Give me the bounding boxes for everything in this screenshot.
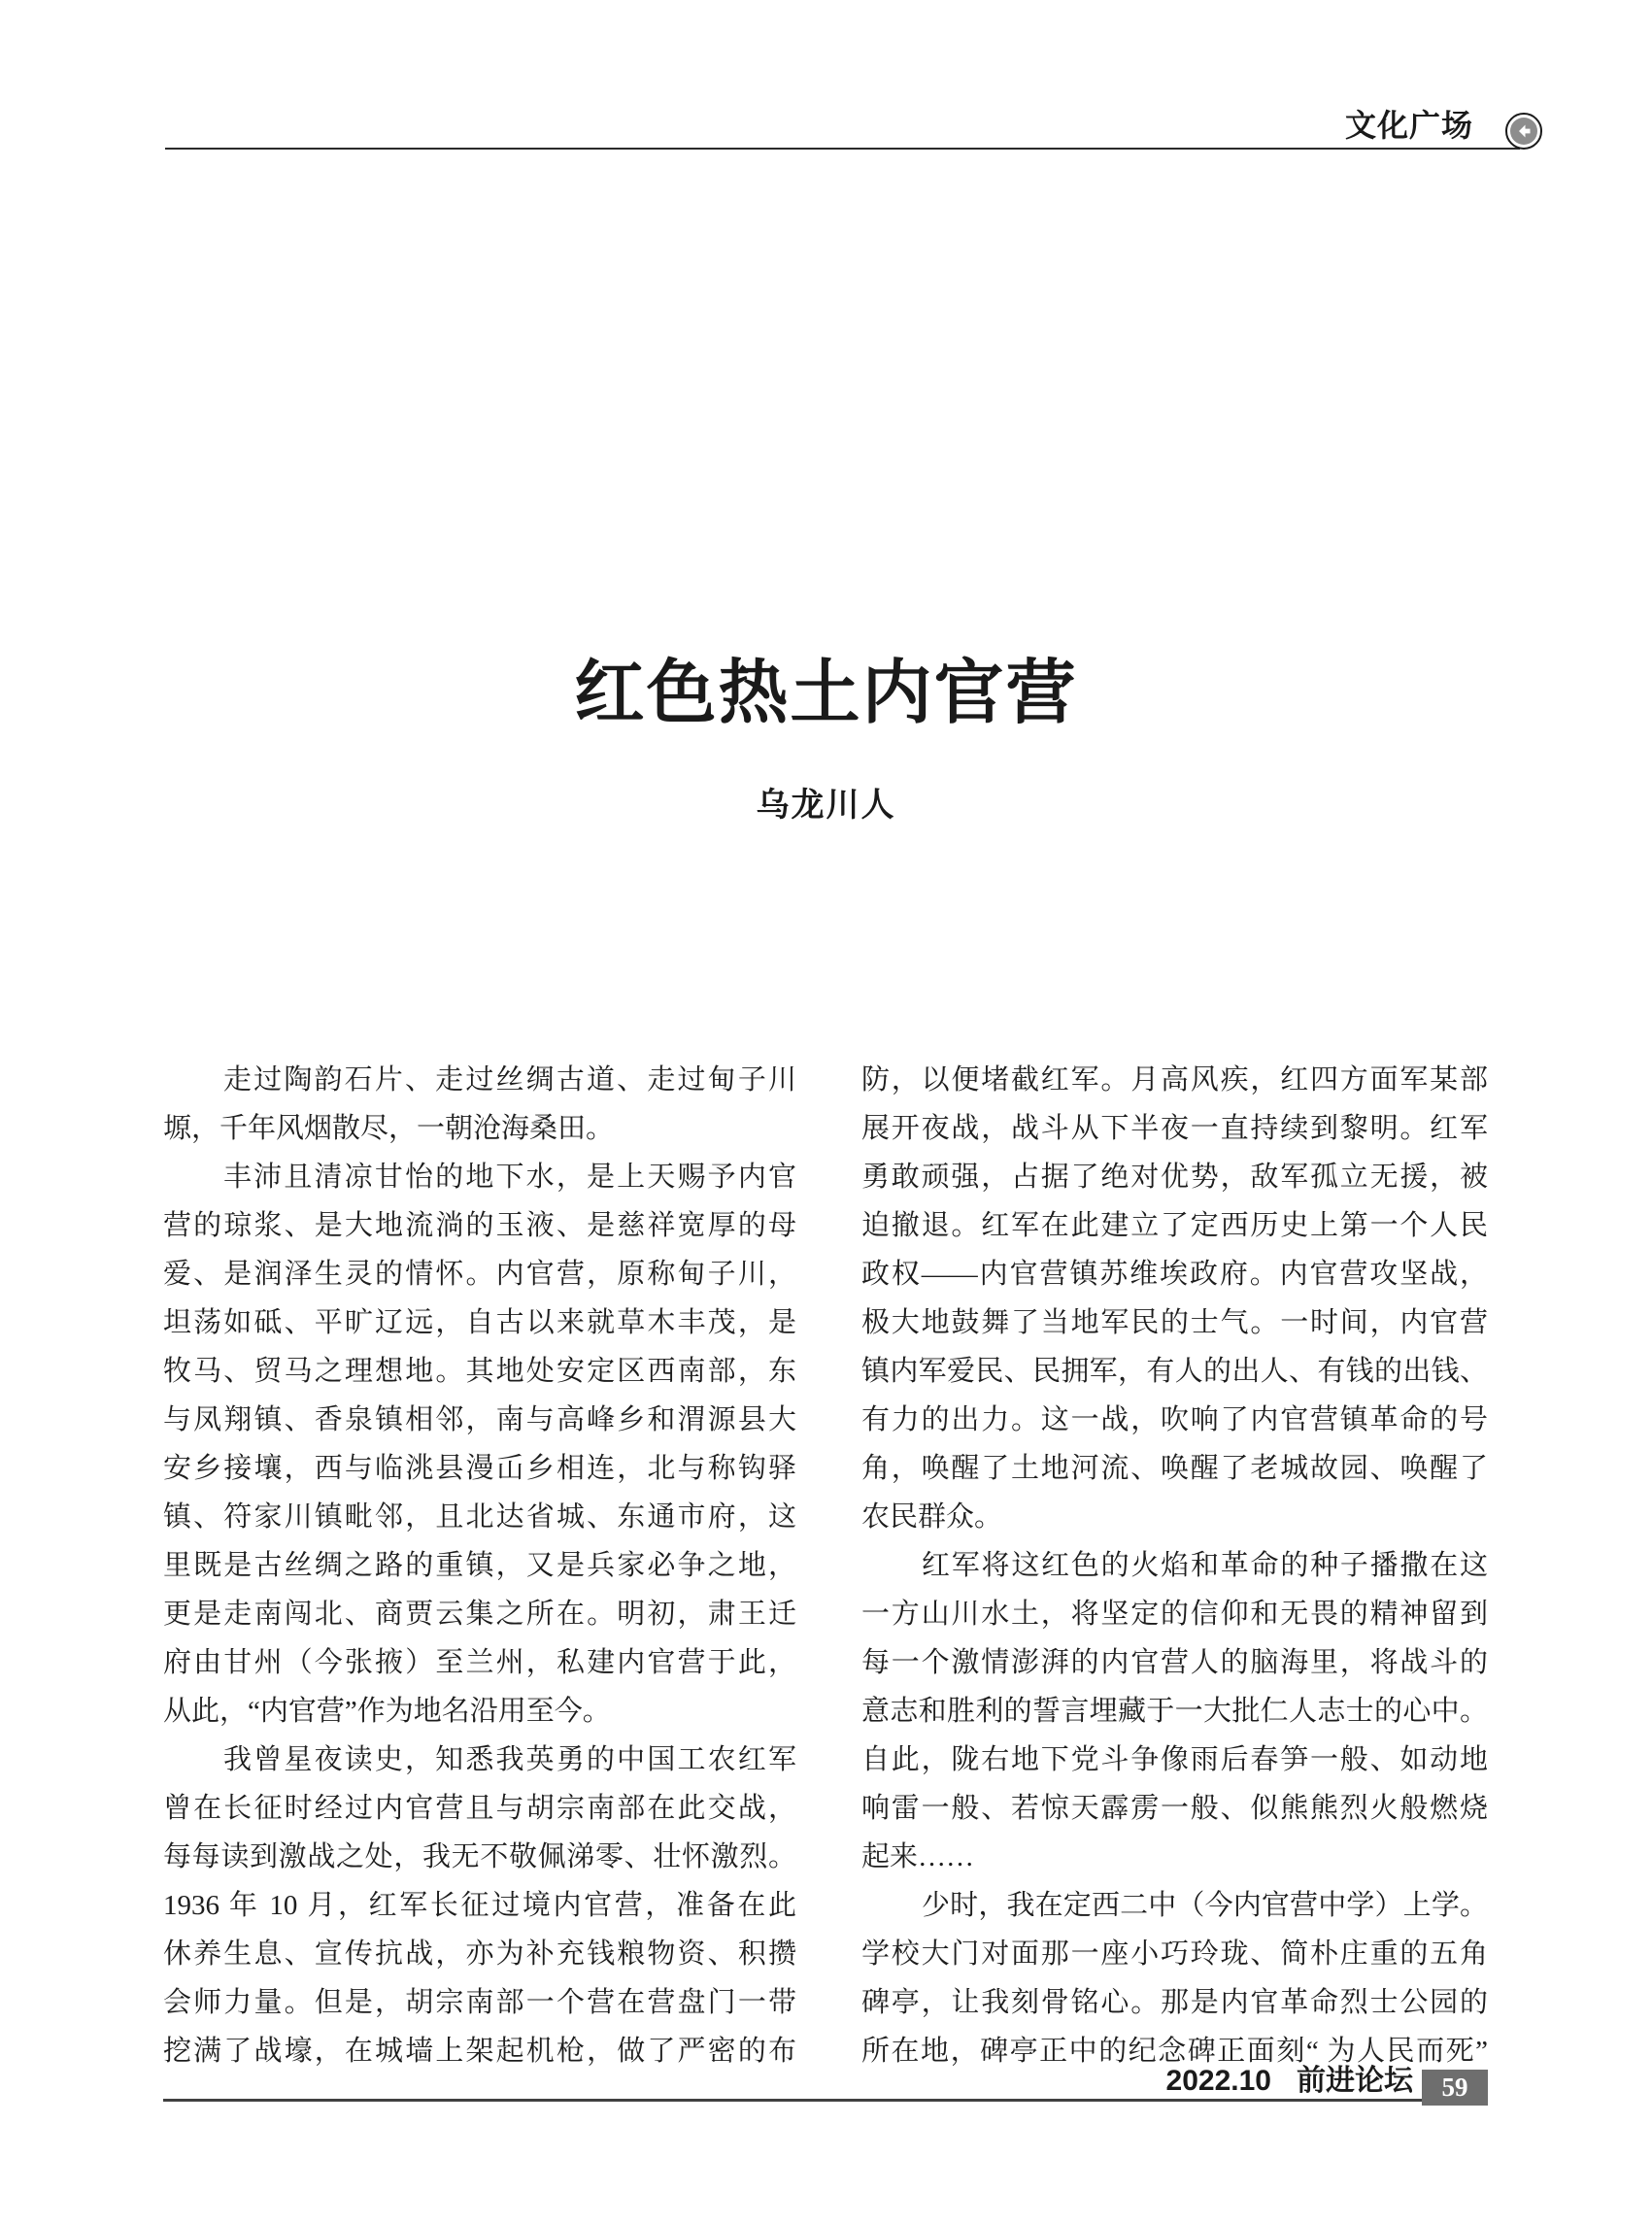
text-line: 镇、符家川镇毗邻，且北达省城、东通市府，这 [163,1501,796,1533]
footer-issue: 2022.10 [1165,2065,1271,2097]
text-line: 1936 年 10 月，红军长征过境内官营，准备在此 [163,1890,796,1921]
text-line: 曾在长征时经过内官营且与胡宗南部在此交战， [163,1793,796,1824]
text-line: 从此，“内官营”作为地名沿用至今。 [163,1696,611,1727]
text-line: 镇内军爱民、民拥军，有人的出人、有钱的出钱、 [861,1356,1488,1387]
header-rule [165,148,1520,150]
text-line: 营的琼浆、是大地流淌的玉液、是慈祥宽厚的母 [163,1210,796,1241]
text-line: 少时，我在定西二中（今内官营中学）上学。 [922,1890,1488,1921]
text-line: 学校大门对面那一座小巧玲珑、简朴庄重的五角 [861,1938,1488,1970]
text-line: 坦荡如砥、平旷辽远，自古以来就草木丰茂，是 [163,1307,796,1338]
text-line: 碑亭，让我刻骨铭心。那是内官革命烈士公园的 [861,1987,1488,2018]
text-line: 角，唤醒了土地河流、唤醒了老城故园、唤醒了 [861,1453,1488,1484]
page-number-badge: 59 [1422,2070,1488,2106]
text-line: 每一个激情澎湃的内官营人的脑海里，将战斗的 [861,1647,1488,1678]
text-line: 展开夜战，战斗从下半夜一直持续到黎明。红军 [861,1113,1488,1144]
text-line: 牧马、贸马之理想地。其地处安定区西南部，东 [163,1356,796,1387]
text-line: 与凤翔镇、香泉镇相邻，南与高峰乡和渭源县大 [163,1404,796,1435]
footer-journal-name: 前进论坛 [1297,2065,1413,2097]
footer-meta [1166,2066,1413,2097]
article-title: 红色热土内官营 [574,655,1078,732]
text-line: 走过陶韵石片、走过丝绸古道、走过甸子川 [223,1064,796,1096]
text-line: 极大地鼓舞了当地军民的士气。一时间，内官营 [861,1307,1488,1338]
text-line: 一方山川水土，将坚定的信仰和无畏的精神留到 [861,1599,1488,1630]
text-line: 所在地，碑亭正中的纪念碑正面刻“ 为人民而死” [861,2036,1488,2067]
text-line: 里既是古丝绸之路的重镇，又是兵家必争之地， [163,1550,796,1581]
text-line: 府由甘州（今张掖）至兰州，私建内官营于此， [163,1647,796,1678]
circle-left-arrow-icon [1505,113,1542,150]
text-line: 防，以便堵截红军。月高风疾，红四方面军某部 [861,1064,1488,1096]
text-line: 每每读到激战之处，我无不敬佩涕零、壮怀激烈。 [163,1841,796,1872]
body-column-left [163,1056,796,2075]
text-line: 响雷一般、若惊天霹雳一般、似熊熊烈火般燃烧 [861,1793,1488,1824]
footer-rule [163,2099,1488,2102]
text-line: 政权——内官营镇苏维埃政府。内官营攻坚战， [861,1259,1488,1290]
text-line: 有力的出力。这一战，吹响了内官营镇革命的号 [861,1404,1488,1435]
text-line: 我曾星夜读史，知悉我英勇的中国工农红军 [223,1744,796,1775]
text-line: 红军将这红色的火焰和革命的种子播撒在这 [922,1550,1488,1581]
body-column-right [861,1056,1488,2075]
text-line: 休养生息、宣传抗战，亦为补充钱粮物资、积攒 [163,1938,796,1970]
article-author: 乌龙川人 [756,787,896,824]
text-line: 挖满了战壕，在城墙上架起机枪，做了严密的布 [163,2036,796,2067]
text-line: 意志和胜利的誓言埋藏于一大批仁人志士的心中。 [861,1696,1488,1727]
text-line: 丰沛且清凉甘怡的地下水，是上天赐予内官 [223,1162,796,1193]
text-line: 迫撤退。红军在此建立了定西历史上第一个人民 [861,1210,1488,1241]
text-line: 自此，陇右地下党斗争像雨后春笋一般、如动地 [861,1744,1488,1775]
left-arrow-glyph [1510,118,1537,145]
text-line: 安乡接壤，西与临洮县漫屲乡相连，北与称钩驿 [163,1453,796,1484]
text-line: 更是走南闯北、商贾云集之所在。明初，肃王迁 [163,1599,796,1630]
text-line: 起来…… [861,1841,975,1872]
section-label: 文化广场 [1344,108,1473,143]
text-line: 塬，千年风烟散尽，一朝沧海桑田。 [163,1113,615,1144]
text-line: 会师力量。但是，胡宗南部一个营在营盘门一带 [163,1987,796,2018]
text-line: 农民群众。 [861,1501,1003,1533]
text-line: 爱、是润泽生灵的情怀。内官营，原称甸子川， [163,1259,796,1290]
text-line: 勇敢顽强，占据了绝对优势，敌军孤立无援，被 [861,1162,1488,1193]
